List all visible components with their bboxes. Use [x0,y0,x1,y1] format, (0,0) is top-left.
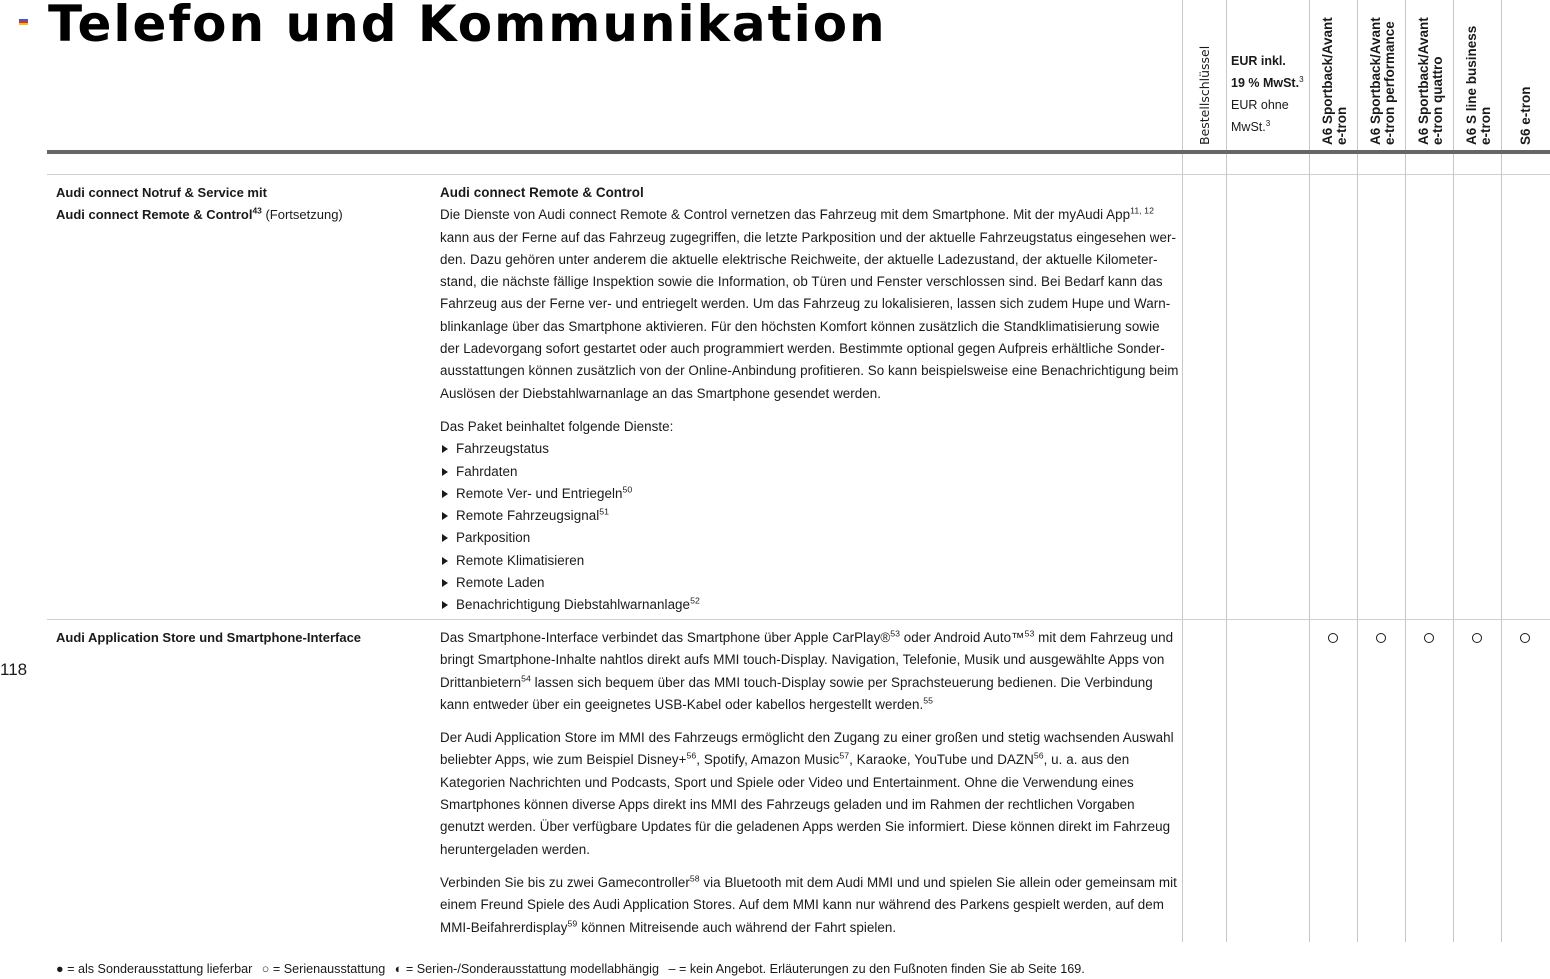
standard-equipment-icon [1328,633,1338,643]
column-header-model-5: S6 e-tron [1518,86,1533,145]
standard-equipment-icon [1424,633,1434,643]
price-vat-label: 19 % MwSt. [1231,76,1300,90]
section-heading: Audi connect Remote & Control [440,185,644,200]
legend [56,962,1091,976]
row-1-description [440,182,1180,617]
column-header-model-1: A6 Sportback/Avant e-tron [1320,17,1349,145]
footnote: 3 [1299,74,1304,84]
services-list [440,438,1180,616]
grid-line [1453,0,1454,942]
list-item: Remote Laden [440,572,1180,594]
description-paragraph: Verbinden Sie bis zu zwei Gamecontroller$^{58}$ via Bluetooth mit dem Audi MMI und und spielen Sie allein oder gemeinsam mit einem Freund Spiele des Audi Application Stores. Auf dem MMI kann nur während des Parkens gespielt werden, auf dem MMI-Beifahrerdisplay$^{59}$ können Mitreisende auch während der Fahrt spielen. [440,873,1177,935]
price-incl-label: EUR inkl. [1231,54,1286,68]
page-title: Telefon und Kommunikation [48,0,887,53]
row-1-feature-name: Audi connect Notruf & Service mit Audi connect Remote & Control$^{43}$ (Fortsetzung) [56,185,343,222]
row-2-description [440,627,1180,950]
list-item: Remote Ver- und Entriegeln$^{50}$ [440,483,1180,505]
column-header-order-key: Bestellschlüssel [1197,45,1212,145]
row-2-feature-name: Audi Application Store und Smartphone-Interface [56,630,362,645]
grid-line [1405,0,1406,942]
services-intro: Das Paket beinhaltet folgende Dienste: [440,418,674,434]
column-header-model-3: A6 Sportback/Avant e-tron quattro [1416,17,1445,145]
column-header-model-4: A6 S line business e-tron [1464,25,1493,145]
row-divider [47,619,1550,620]
standard-equipment-icon [1376,633,1386,643]
flag-icon [19,19,28,25]
price-excl-label: EUR ohne [1231,98,1289,112]
grid-line [1182,0,1183,942]
grid-line [1226,0,1227,942]
column-header-model-2: A6 Sportback/Avant e-tron performance [1368,17,1397,145]
grid-line [1357,0,1358,942]
list-item: Benachrichtigung Diebstahlwarnanlage$^{52}$ [440,594,1180,616]
list-item: Fahrzeugstatus [440,438,1180,460]
row-divider [47,174,1550,175]
description-paragraph: Das Smartphone-Interface verbindet das Smartphone über Apple CarPlay®$^{53}$ oder Android Auto™$^{53}$ mit dem Fahrzeug und bringt Smartphone-Inhalte nahtlos direkt aufs MMI touch-Display. Navigation, Telefonie, Musik und ausgewählte Apps von Drittanbietern$^{54}$ lassen sich bequem über das MMI touch-Display sowie per Sprachsteuerung bedienen. Die Verbindung kann entweder über ein geeignetes USB-Kabel oder kabellos hergestellt werden.$^{55}$ [440,628,1174,712]
footnote: 3 [1265,118,1271,128]
column-header-price [1231,50,1304,138]
description-paragraph: Die Dienste von Audi connect Remote & Control vernetzen das Fahrzeug mit dem Smartphone. Mit der myAudi App$^{11, 12}$ kann aus der Ferne auf das Fahrzeug zugegriffen, die letzte Parkposition und der aktuelle Fahrzeugstatus eingesehen werden. Dazu gehören unter anderem die aktuelle elektrische Reichweite, der aktuelle Ladezustand, der aktuelle Kilometerstand, die nächste fällige Inspektion sowie die Information, ob Türen und Fenster verschlossen sind. Bei Bedarf kann das Fahrzeug aus der Ferne ver- und entriegelt werden. Um das Fahrzeug zu lokalisieren, lassen sich zudem Hupe und Warnblinkanlage über das Smartphone aktivieren. Für den höchsten Komfort können zusätzlich die Standklimatisierung sowie der Ladevorgang sofort gestartet oder auch programmiert werden. Bestimmte optional gegen Aufpreis erhältliche Sonderausstattungen können zusätzlich von der Online-Anbindung profitieren. So kann beispielsweise eine Benachrichtigung beim Auslösen der Diebstahlwarnanlage an das Smartphone gesendet werden. [440,205,1179,401]
grid-line [1309,0,1310,942]
standard-equipment-icon [1520,633,1530,643]
page-number: 118 [0,660,28,679]
list-item: Parkposition [440,527,1180,549]
legend-model-dependent: ◐ = Serien-/Sonderausstattung modellabhängig [394,962,659,976]
description-paragraph: Der Audi Application Store im MMI des Fahrzeugs ermöglicht den Zugang zu einer großen und stetig wachsenden Auswahl beliebter Apps, wie zum Beispiel Disney+$^{56}$, Spotify, Amazon Music$^{57}$, Karaoke, YouTube und DAZN$^{56}$, u. a. aus den Kategorien Nachrichten und Podcasts, Sport und Spiele oder Video und Entertainment. Ohne die Verwendung eines Smartphones können diverse Apps direkt ins MMI des Fahrzeugs geladen und im Rahmen der rechtlichen Vorgaben genutzt werden. Über verfügbare Updates für die geladenen Apps werden Sie informiert. Diese können direkt im Fahrzeug heruntergeladen werden. [440,730,1174,857]
standard-equipment-icon [1472,633,1482,643]
legend-standard: ○ = Serienausstattung [261,962,386,976]
legend-optional: ● = als Sonderausstattung lieferbar [56,962,253,976]
list-item: Remote Fahrzeugsignal$^{51}$ [440,505,1180,527]
list-item: Remote Klimatisieren [440,550,1180,572]
price-excl-label-2: MwSt. [1231,120,1266,134]
list-item: Fahrdaten [440,461,1180,483]
legend-none: – = kein Angebot. Erläuterungen zu den Fußnoten finden Sie ab Seite 169. [668,962,1085,976]
header-rule [47,150,1550,154]
grid-line [1501,0,1502,942]
